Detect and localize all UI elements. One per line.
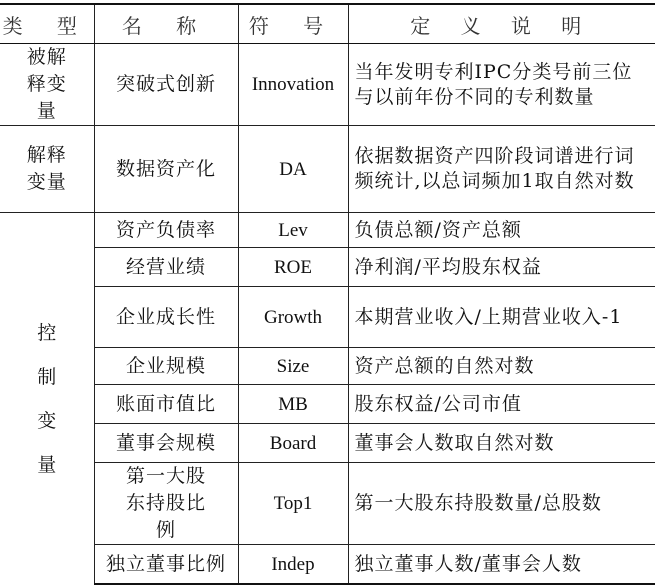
variable-symbol: Indep (238, 545, 348, 585)
variable-definition: 依据数据资产四阶段词谱进行词频统计,以总词频加1取自然对数 (348, 126, 655, 213)
variable-definition: 当年发明专利IPC分类号前三位与以前年份不同的专利数量 (348, 44, 655, 126)
variable-definition: 董事会人数取自然对数 (348, 424, 655, 463)
variable-definition: 资产总额的自然对数 (348, 348, 655, 385)
variable-symbol: Growth (238, 287, 348, 348)
table-row (0, 213, 655, 248)
header-type: 类 型 (0, 4, 94, 44)
group-independent-variable: 解释变量 (0, 126, 94, 213)
table-header (0, 4, 655, 44)
table-row (0, 463, 655, 545)
variable-name-cell (94, 463, 238, 545)
variable-name: 突破式创新 (94, 44, 238, 126)
table-row (0, 126, 655, 213)
variable-name: 董事会规模 (94, 424, 238, 463)
variable-symbol: Top1 (238, 463, 348, 545)
table-row (0, 385, 655, 424)
table-row (0, 424, 655, 463)
variable-definition-table (0, 3, 655, 585)
table-row (0, 545, 655, 585)
variable-name: 企业成长性 (94, 287, 238, 348)
variable-definition: 本期营业收入/上期营业收入-1 (348, 287, 655, 348)
group-control-variables: 控制变量 (0, 213, 94, 585)
variable-definition: 净利润/平均股东权益 (348, 248, 655, 287)
table-row (0, 348, 655, 385)
header-symbol: 符 号 (238, 4, 348, 44)
table-row (0, 248, 655, 287)
variable-name: 经营业绩 (94, 248, 238, 287)
table-row (0, 44, 655, 126)
header-definition: 定 义 说 明 (348, 4, 655, 44)
variable-symbol: Size (238, 348, 348, 385)
variable-definition: 股东权益/公司市值 (348, 385, 655, 424)
variable-definition: 独立董事人数/董事会人数 (348, 545, 655, 585)
table-body (0, 44, 655, 585)
variable-name: 独立董事比例 (94, 545, 238, 585)
group-dependent-variable: 被解释变量 (0, 44, 94, 126)
variable-definition: 负债总额/资产总额 (348, 213, 655, 248)
variable-name: 账面市值比 (94, 385, 238, 424)
variable-definition: 第一大股东持股数量/总股数 (348, 463, 655, 545)
variable-symbol: DA (238, 126, 348, 213)
variable-symbol: Lev (238, 213, 348, 248)
variable-symbol: Board (238, 424, 348, 463)
variable-name: 数据资产化 (94, 126, 238, 213)
header-name: 名 称 (94, 4, 238, 44)
variable-symbol: ROE (238, 248, 348, 287)
variable-symbol: MB (238, 385, 348, 424)
variable-name: 第一大股东持股比例 (125, 465, 206, 541)
table-row (0, 287, 655, 348)
variable-name: 企业规模 (94, 348, 238, 385)
header-row (0, 4, 655, 44)
variable-symbol: Innovation (238, 44, 348, 126)
variable-name: 资产负债率 (94, 213, 238, 248)
